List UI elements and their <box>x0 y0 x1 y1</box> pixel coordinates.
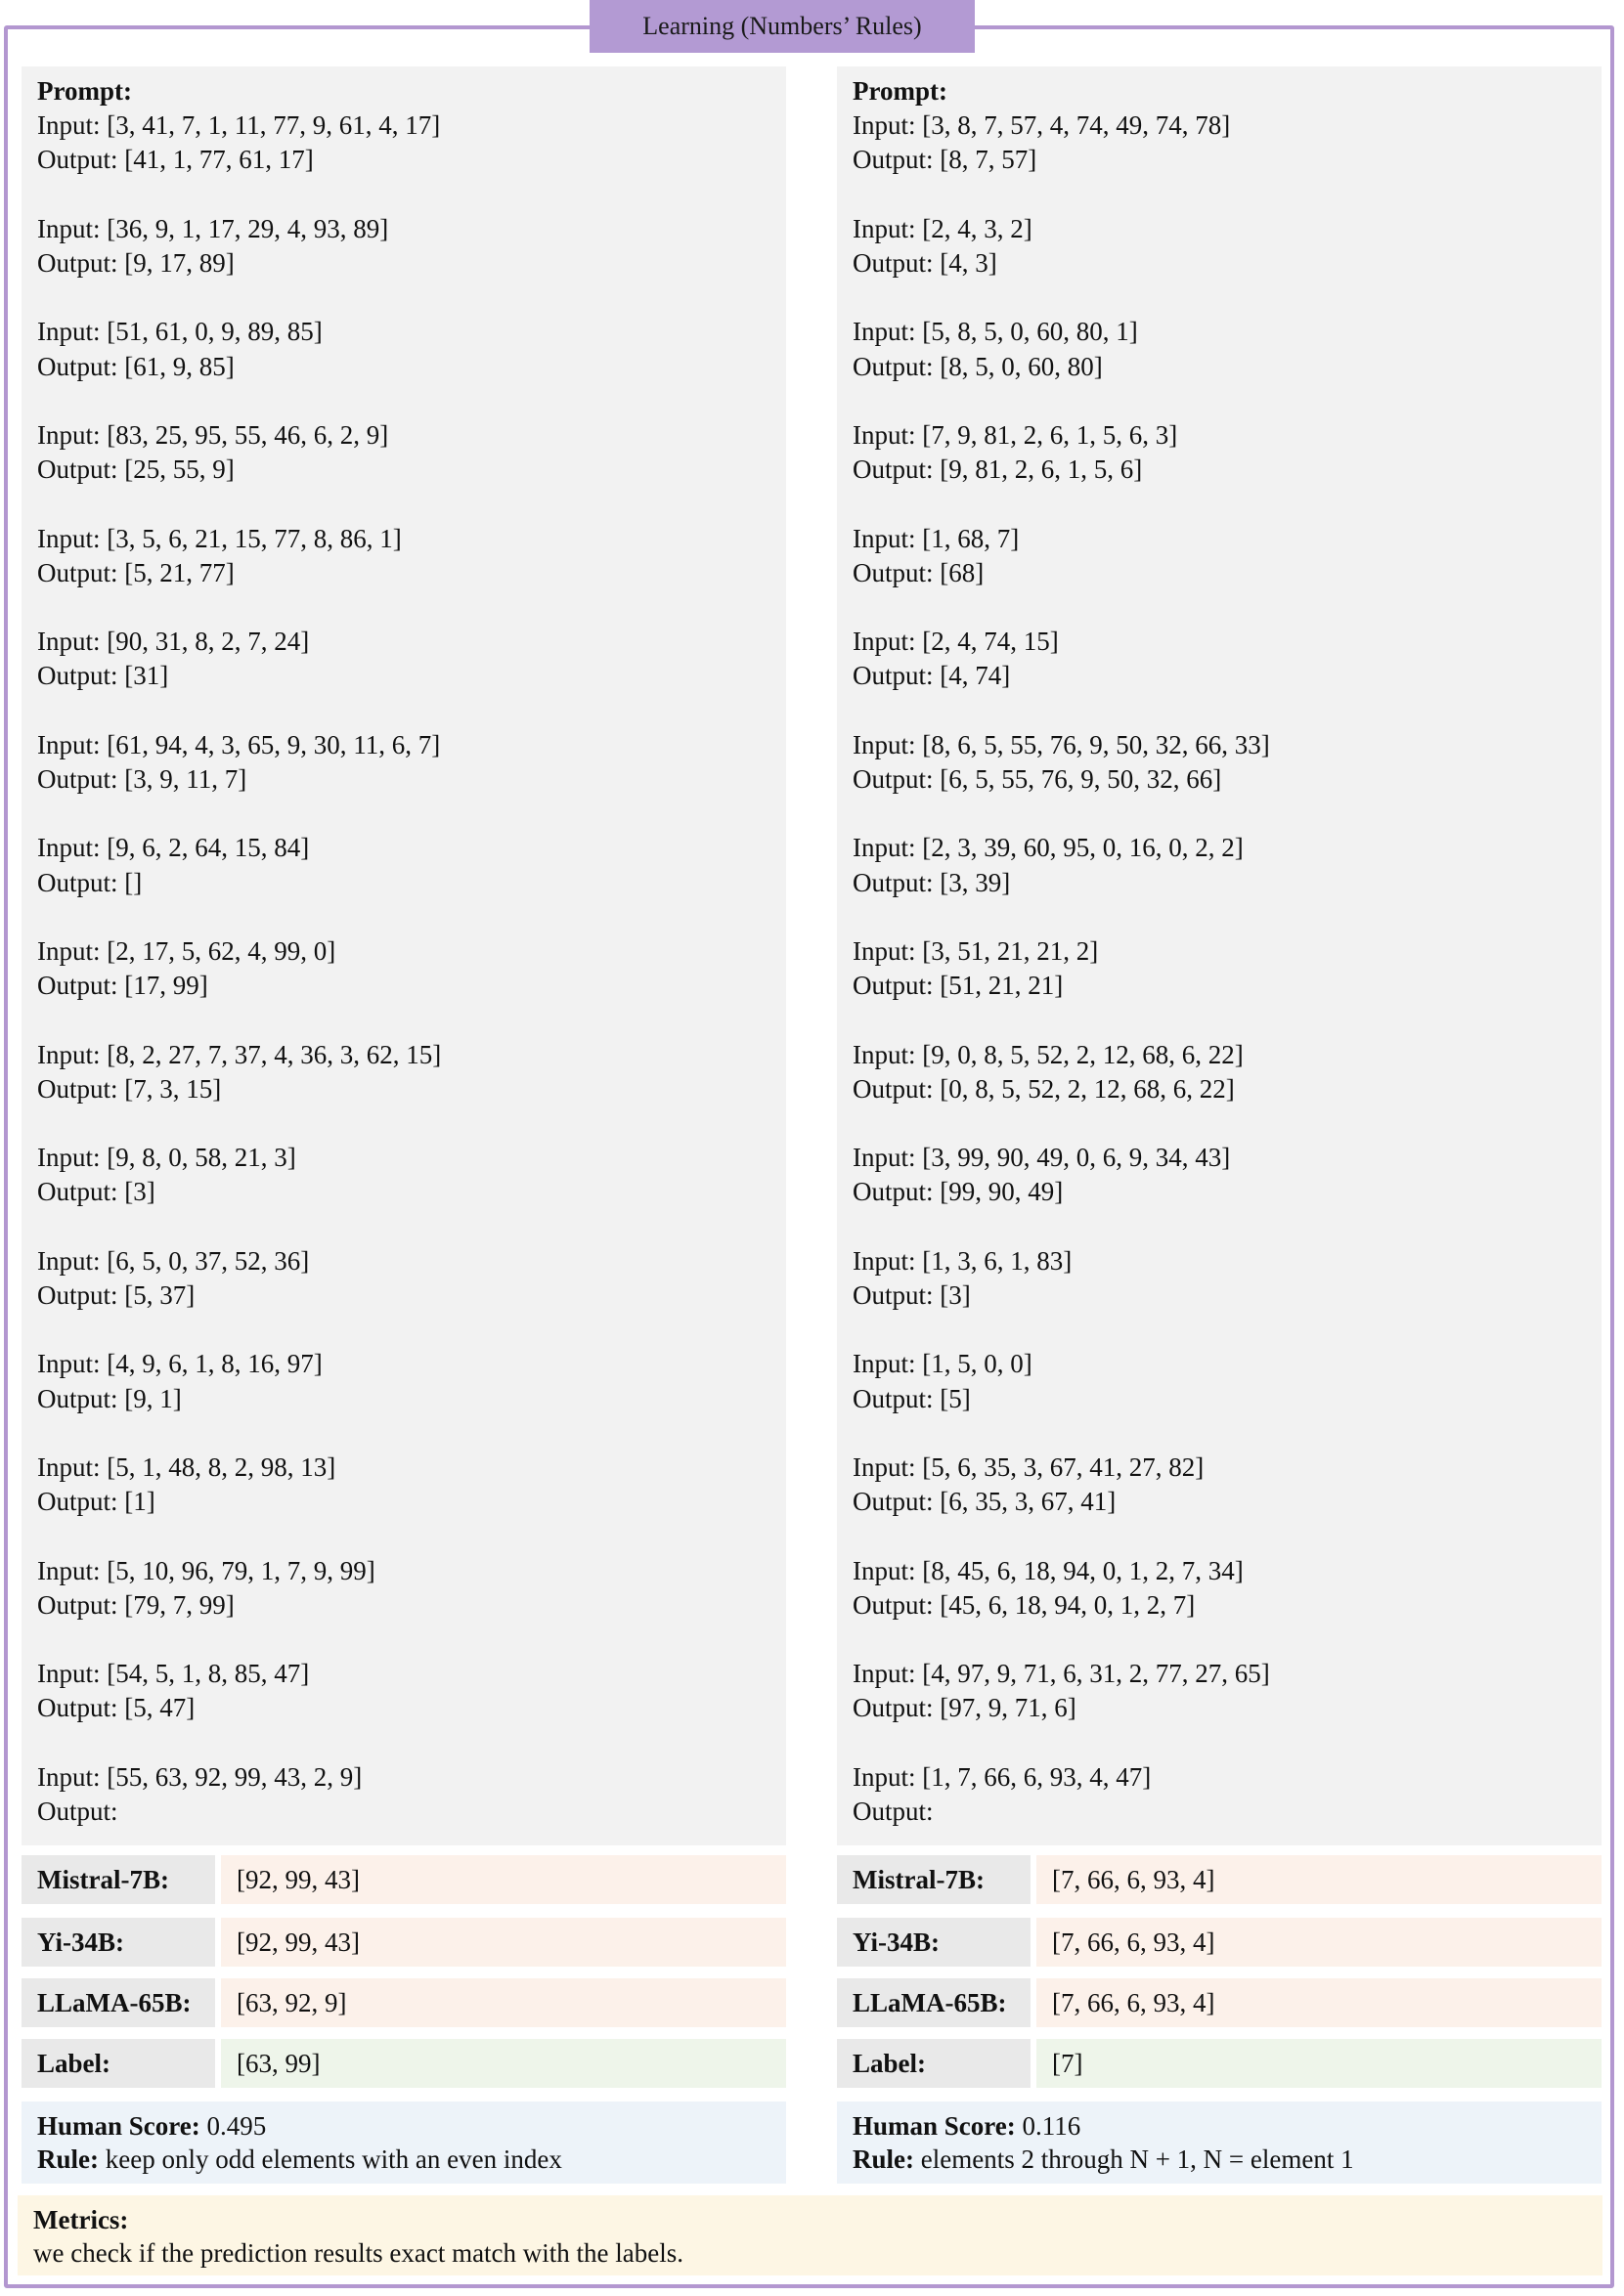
output-line <box>853 1795 1586 1829</box>
input-value: [2, 4, 3, 2] <box>922 213 1032 243</box>
input-value: [5, 10, 96, 79, 1, 7, 9, 99] <box>107 1555 375 1585</box>
input-value: [9, 8, 0, 58, 21, 3] <box>107 1143 296 1173</box>
io-pair <box>37 1038 770 1106</box>
output-prefix: Output: <box>853 1589 941 1620</box>
input-value: [9, 0, 8, 5, 52, 2, 12, 68, 6, 22] <box>922 1039 1244 1069</box>
output-line <box>37 1485 770 1519</box>
input-line <box>37 522 770 556</box>
input-line <box>853 212 1586 246</box>
io-pair <box>853 831 1586 899</box>
io-pair <box>37 1451 770 1519</box>
output-value: [3, 9, 11, 7] <box>124 763 247 794</box>
output-prefix: Output: <box>853 1383 941 1413</box>
human-score-value: 0.495 <box>206 2111 267 2141</box>
input-value: [36, 9, 1, 17, 29, 4, 93, 89] <box>107 213 389 243</box>
input-prefix: Input: <box>853 1245 923 1276</box>
io-pair <box>853 1347 1586 1415</box>
io-pair <box>853 1244 1586 1313</box>
input-line <box>37 934 770 969</box>
input-value: [5, 8, 5, 0, 60, 80, 1] <box>922 317 1138 347</box>
output-prefix: Output: <box>853 971 941 1001</box>
output-value: [99, 90, 49] <box>940 1177 1064 1207</box>
right-model-row-yi <box>837 1918 1602 1967</box>
output-value: [45, 6, 18, 94, 0, 1, 2, 7] <box>940 1589 1196 1620</box>
output-prefix: Output: <box>37 867 125 897</box>
prompt-header: Prompt: <box>853 76 947 106</box>
input-line <box>853 1244 1586 1278</box>
input-prefix: Input: <box>853 833 923 863</box>
output-value: [5] <box>940 1383 971 1413</box>
io-pair <box>37 728 770 797</box>
output-line <box>37 1175 770 1209</box>
output-line <box>37 1691 770 1725</box>
output-prefix: Output: <box>853 1796 941 1826</box>
input-prefix: Input: <box>37 1245 108 1276</box>
input-value: [1, 68, 7] <box>922 523 1020 553</box>
human-score-value: 0.116 <box>1022 2111 1081 2141</box>
left-model-row-mistral <box>22 1855 786 1904</box>
io-pair <box>37 212 770 281</box>
left-model-row-yi <box>22 1918 786 1967</box>
output-prefix: Output: <box>37 971 125 1001</box>
output-value: [] <box>124 867 143 897</box>
output-value: [1] <box>124 1487 155 1517</box>
input-value: [51, 61, 0, 9, 89, 85] <box>107 317 323 347</box>
metrics-box <box>18 2195 1602 2275</box>
output-line <box>37 350 770 384</box>
output-line <box>37 1072 770 1106</box>
rule-label: Rule: <box>37 2144 99 2174</box>
output-line <box>853 866 1586 900</box>
output-line <box>853 659 1586 693</box>
output-prefix: Output: <box>853 1073 941 1104</box>
input-line <box>37 1347 770 1381</box>
output-prefix: Output: <box>37 351 125 381</box>
io-pair <box>853 1554 1586 1623</box>
input-line <box>853 522 1586 556</box>
io-pair <box>853 1141 1586 1209</box>
input-prefix: Input: <box>853 110 923 141</box>
output-prefix: Output: <box>853 145 941 175</box>
output-prefix: Output: <box>853 763 941 794</box>
output-prefix: Output: <box>853 557 941 587</box>
input-line <box>37 108 770 143</box>
io-pair <box>853 625 1586 693</box>
input-line <box>853 934 1586 969</box>
input-prefix: Input: <box>853 213 923 243</box>
input-line <box>853 1347 1586 1381</box>
input-value: [8, 2, 27, 7, 37, 4, 36, 3, 62, 15] <box>107 1039 442 1069</box>
input-prefix: Input: <box>853 935 923 966</box>
input-value: [4, 97, 9, 71, 6, 31, 2, 77, 27, 65] <box>922 1659 1270 1689</box>
model-prediction: [63, 92, 9] <box>221 1978 786 2027</box>
input-prefix: Input: <box>37 1349 108 1379</box>
io-pair <box>37 625 770 693</box>
left-score-box <box>22 2101 786 2184</box>
input-line <box>853 1760 1586 1795</box>
input-value: [2, 3, 39, 60, 95, 0, 16, 0, 2, 2] <box>922 833 1244 863</box>
input-value: [3, 5, 6, 21, 15, 77, 8, 86, 1] <box>107 523 402 553</box>
left-model-row-llama <box>22 1978 786 2027</box>
output-line <box>853 1382 1586 1416</box>
output-line <box>853 969 1586 1003</box>
output-line <box>853 246 1586 281</box>
model-prediction: [92, 99, 43] <box>221 1918 786 1967</box>
input-line <box>853 728 1586 762</box>
label-name: Label: <box>22 2039 215 2088</box>
io-pair <box>853 728 1586 797</box>
input-prefix: Input: <box>853 317 923 347</box>
output-value: [3] <box>940 1279 971 1310</box>
output-line <box>853 1278 1586 1313</box>
left-prompt-box <box>22 66 786 1845</box>
io-pair <box>37 522 770 590</box>
output-value: [4, 3] <box>940 248 997 278</box>
input-value: [3, 51, 21, 21, 2] <box>922 935 1099 966</box>
input-line <box>853 831 1586 865</box>
input-line <box>37 728 770 762</box>
input-value: [55, 63, 92, 99, 43, 2, 9] <box>107 1761 363 1792</box>
left-label-row <box>22 2039 786 2088</box>
input-value: [3, 41, 7, 1, 11, 77, 9, 61, 4, 17] <box>107 110 441 141</box>
input-prefix: Input: <box>37 419 108 450</box>
output-line <box>853 1072 1586 1106</box>
output-value: [51, 21, 21] <box>940 971 1064 1001</box>
io-pair <box>853 1657 1586 1725</box>
output-prefix: Output: <box>37 1589 125 1620</box>
model-prediction: [92, 99, 43] <box>221 1855 786 1904</box>
input-line <box>853 1657 1586 1691</box>
label-value: [63, 99] <box>221 2039 786 2088</box>
input-prefix: Input: <box>37 627 108 657</box>
input-value: [2, 4, 74, 15] <box>922 627 1059 657</box>
output-line <box>37 1382 770 1416</box>
input-line <box>37 1451 770 1485</box>
metrics-text: we check if the prediction results exact match with the labels. <box>33 2238 684 2268</box>
input-value: [1, 3, 6, 1, 83] <box>922 1245 1073 1276</box>
human-score-label: Human Score: <box>37 2111 200 2141</box>
output-value: [6, 35, 3, 67, 41] <box>940 1487 1117 1517</box>
output-value: [41, 1, 77, 61, 17] <box>124 145 314 175</box>
input-line <box>853 1038 1586 1072</box>
io-pair <box>37 1657 770 1725</box>
human-score-label: Human Score: <box>853 2111 1016 2141</box>
output-value: [3] <box>124 1177 155 1207</box>
output-prefix: Output: <box>37 1279 125 1310</box>
input-prefix: Input: <box>853 1555 923 1585</box>
io-pair <box>853 934 1586 1003</box>
output-prefix: Output: <box>853 351 941 381</box>
output-prefix: Output: <box>37 557 125 587</box>
rule-label: Rule: <box>853 2144 914 2174</box>
output-value: [17, 99] <box>124 971 208 1001</box>
input-value: [5, 6, 35, 3, 67, 41, 27, 82] <box>922 1451 1205 1482</box>
input-prefix: Input: <box>853 1039 923 1069</box>
io-pair <box>37 108 770 177</box>
input-value: [8, 6, 5, 55, 76, 9, 50, 32, 66, 33] <box>922 729 1270 759</box>
input-prefix: Input: <box>37 213 108 243</box>
input-value: [5, 1, 48, 8, 2, 98, 13] <box>107 1451 336 1482</box>
io-pair <box>853 1038 1586 1106</box>
input-line <box>37 1554 770 1588</box>
input-prefix: Input: <box>37 523 108 553</box>
io-pair <box>37 418 770 487</box>
right-score-box <box>837 2101 1602 2184</box>
input-value: [8, 45, 6, 18, 94, 0, 1, 2, 7, 34] <box>922 1555 1244 1585</box>
left-pairs <box>37 108 770 1829</box>
output-value: [8, 5, 0, 60, 80] <box>940 351 1103 381</box>
input-prefix: Input: <box>853 1451 923 1482</box>
input-prefix: Input: <box>853 1659 923 1689</box>
output-prefix: Output: <box>37 1796 125 1826</box>
model-prediction: [7, 66, 6, 93, 4] <box>1036 1978 1602 2027</box>
output-prefix: Output: <box>853 248 941 278</box>
io-pair <box>37 315 770 383</box>
model-name: Yi-34B: <box>22 1918 215 1967</box>
output-value: [79, 7, 99] <box>124 1589 235 1620</box>
right-prompt-box <box>837 66 1602 1845</box>
io-pair <box>37 1760 770 1829</box>
output-prefix: Output: <box>853 455 941 485</box>
output-value: [68] <box>940 557 985 587</box>
input-prefix: Input: <box>37 110 108 141</box>
model-name: Yi-34B: <box>837 1918 1031 1967</box>
output-line <box>37 969 770 1003</box>
output-value: [25, 55, 9] <box>124 455 235 485</box>
io-pair <box>853 108 1586 177</box>
right-model-row-mistral <box>837 1855 1602 1904</box>
input-line <box>853 1451 1586 1485</box>
output-line <box>853 143 1586 177</box>
input-value: [2, 17, 5, 62, 4, 99, 0] <box>107 935 336 966</box>
input-value: [1, 5, 0, 0] <box>922 1349 1032 1379</box>
output-line <box>37 762 770 797</box>
input-line <box>37 1760 770 1795</box>
model-name: Mistral-7B: <box>22 1855 215 1904</box>
output-prefix: Output: <box>37 1073 125 1104</box>
output-prefix: Output: <box>37 455 125 485</box>
io-pair <box>853 212 1586 281</box>
input-line <box>37 625 770 659</box>
output-line <box>37 1278 770 1313</box>
output-line <box>37 866 770 900</box>
input-prefix: Input: <box>853 1761 923 1792</box>
output-prefix: Output: <box>853 1693 941 1723</box>
io-pair <box>37 934 770 1003</box>
right-example <box>837 66 1602 1845</box>
output-prefix: Output: <box>37 661 125 691</box>
label-value: [7] <box>1036 2039 1602 2088</box>
output-value: [61, 9, 85] <box>124 351 235 381</box>
output-prefix: Output: <box>37 763 125 794</box>
input-line <box>37 1657 770 1691</box>
io-pair <box>37 1244 770 1313</box>
output-line <box>37 556 770 590</box>
output-value: [97, 9, 71, 6] <box>940 1693 1076 1723</box>
input-prefix: Input: <box>37 1451 108 1482</box>
io-pair <box>853 522 1586 590</box>
input-prefix: Input: <box>37 833 108 863</box>
output-prefix: Output: <box>37 145 125 175</box>
output-prefix: Output: <box>37 1693 125 1723</box>
output-line <box>853 1175 1586 1209</box>
model-prediction: [7, 66, 6, 93, 4] <box>1036 1918 1602 1967</box>
io-pair <box>853 1451 1586 1519</box>
input-prefix: Input: <box>853 627 923 657</box>
output-line <box>37 143 770 177</box>
input-value: [3, 99, 90, 49, 0, 6, 9, 34, 43] <box>922 1143 1231 1173</box>
io-pair <box>853 315 1586 383</box>
right-model-row-llama <box>837 1978 1602 2027</box>
input-line <box>37 831 770 865</box>
output-line <box>853 1485 1586 1519</box>
right-label-row <box>837 2039 1602 2088</box>
card-title: Learning (Numbers’ Rules) <box>590 0 975 53</box>
io-pair <box>37 1554 770 1623</box>
input-prefix: Input: <box>37 1143 108 1173</box>
input-value: [7, 9, 81, 2, 6, 1, 5, 6, 3] <box>922 419 1178 450</box>
output-line <box>37 453 770 487</box>
model-name: LLaMA-65B: <box>837 1978 1031 2027</box>
output-prefix: Output: <box>853 867 941 897</box>
input-prefix: Input: <box>37 1039 108 1069</box>
input-line <box>853 418 1586 453</box>
input-line <box>853 1141 1586 1175</box>
model-name: LLaMA-65B: <box>22 1978 215 2027</box>
input-prefix: Input: <box>853 523 923 553</box>
output-value: [6, 5, 55, 76, 9, 50, 32, 66] <box>940 763 1222 794</box>
output-line <box>37 246 770 281</box>
output-line <box>853 1588 1586 1623</box>
output-prefix: Output: <box>37 1383 125 1413</box>
input-line <box>37 1244 770 1278</box>
right-pairs <box>853 108 1586 1829</box>
input-value: [3, 8, 7, 57, 4, 74, 49, 74, 78] <box>922 110 1231 141</box>
output-value: [5, 21, 77] <box>124 557 235 587</box>
output-line <box>37 1588 770 1623</box>
input-prefix: Input: <box>37 729 108 759</box>
io-pair <box>37 1347 770 1415</box>
prompt-header: Prompt: <box>37 76 132 106</box>
rule-text: elements 2 through N + 1, N = element 1 <box>920 2144 1354 2174</box>
output-line <box>853 556 1586 590</box>
input-value: [6, 5, 0, 37, 52, 36] <box>107 1245 310 1276</box>
model-prediction: [7, 66, 6, 93, 4] <box>1036 1855 1602 1904</box>
input-value: [61, 94, 4, 3, 65, 9, 30, 11, 6, 7] <box>107 729 441 759</box>
output-value: [7, 3, 15] <box>124 1073 222 1104</box>
output-prefix: Output: <box>37 1487 125 1517</box>
input-prefix: Input: <box>37 1555 108 1585</box>
output-line <box>853 453 1586 487</box>
input-line <box>853 1554 1586 1588</box>
input-value: [83, 25, 95, 55, 46, 6, 2, 9] <box>107 419 389 450</box>
label-name: Label: <box>837 2039 1031 2088</box>
output-prefix: Output: <box>853 1487 941 1517</box>
io-pair <box>853 418 1586 487</box>
input-prefix: Input: <box>853 1143 923 1173</box>
input-line <box>37 315 770 349</box>
output-value: [8, 7, 57] <box>940 145 1037 175</box>
input-line <box>853 625 1586 659</box>
metrics-label: Metrics: <box>33 2205 129 2234</box>
input-value: [90, 31, 8, 2, 7, 24] <box>107 627 310 657</box>
rule-text: keep only odd elements with an even index <box>105 2144 562 2174</box>
input-line <box>37 1141 770 1175</box>
io-pair <box>853 1760 1586 1829</box>
input-line <box>37 1038 770 1072</box>
output-prefix: Output: <box>853 1177 941 1207</box>
io-pair <box>37 1141 770 1209</box>
output-prefix: Output: <box>853 1279 941 1310</box>
output-value: [9, 17, 89] <box>124 248 235 278</box>
input-prefix: Input: <box>853 729 923 759</box>
output-value: [5, 37] <box>124 1279 196 1310</box>
input-value: [9, 6, 2, 64, 15, 84] <box>107 833 310 863</box>
output-prefix: Output: <box>853 661 941 691</box>
input-prefix: Input: <box>37 317 108 347</box>
output-line <box>853 350 1586 384</box>
model-name: Mistral-7B: <box>837 1855 1031 1904</box>
output-value: [9, 1] <box>124 1383 182 1413</box>
output-line <box>853 1691 1586 1725</box>
input-prefix: Input: <box>853 1349 923 1379</box>
output-value: [9, 81, 2, 6, 1, 5, 6] <box>940 455 1143 485</box>
output-prefix: Output: <box>37 248 125 278</box>
input-line <box>853 108 1586 143</box>
output-line <box>853 762 1586 797</box>
input-line <box>853 315 1586 349</box>
output-value: [0, 8, 5, 52, 2, 12, 68, 6, 22] <box>940 1073 1235 1104</box>
input-value: [54, 5, 1, 8, 85, 47] <box>107 1659 310 1689</box>
output-line <box>37 1795 770 1829</box>
input-prefix: Input: <box>37 935 108 966</box>
output-prefix: Output: <box>37 1177 125 1207</box>
input-prefix: Input: <box>37 1761 108 1792</box>
input-line <box>37 212 770 246</box>
input-value: [1, 7, 66, 6, 93, 4, 47] <box>922 1761 1152 1792</box>
input-prefix: Input: <box>853 419 923 450</box>
output-value: [5, 47] <box>124 1693 196 1723</box>
left-example <box>22 66 786 1845</box>
input-line <box>37 418 770 453</box>
output-value: [4, 74] <box>940 661 1011 691</box>
input-prefix: Input: <box>37 1659 108 1689</box>
output-value: [31] <box>124 661 169 691</box>
io-pair <box>37 831 770 899</box>
input-value: [4, 9, 6, 1, 8, 16, 97] <box>107 1349 323 1379</box>
output-value: [3, 39] <box>940 867 1011 897</box>
output-line <box>37 659 770 693</box>
